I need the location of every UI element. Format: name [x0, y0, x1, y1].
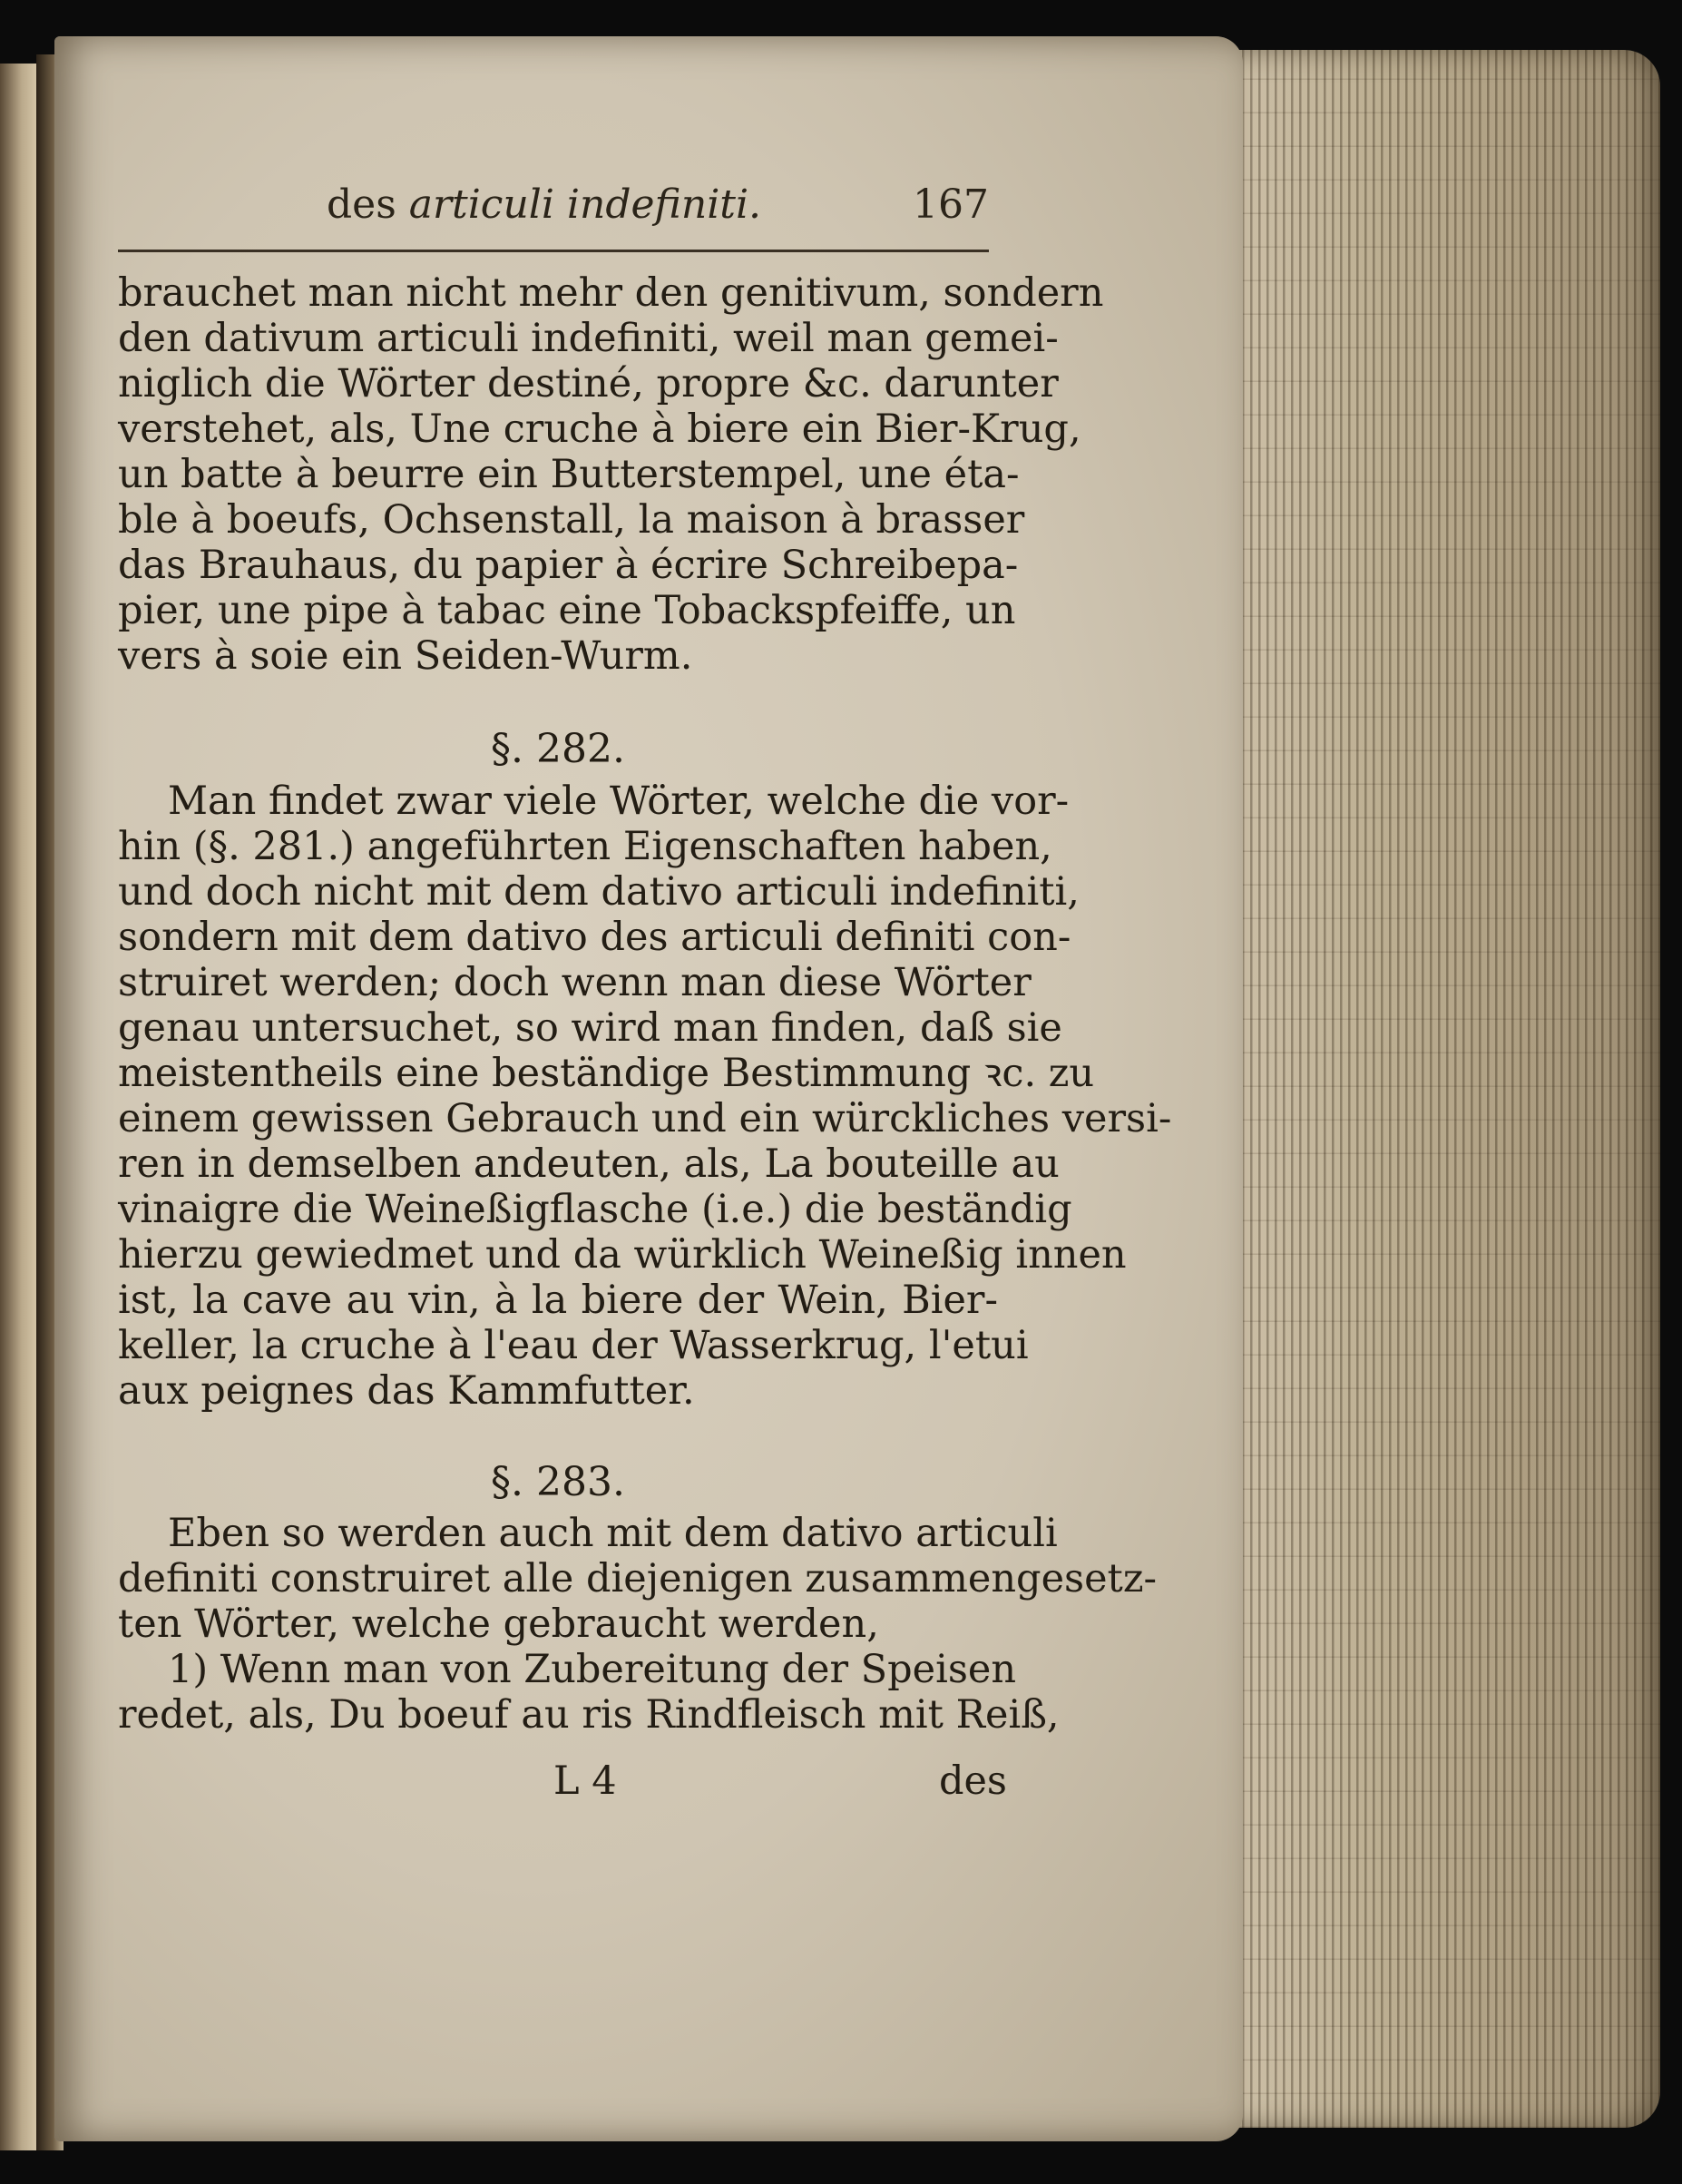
- text-line: pier, une pipe à tabac eine Tobackspfeiffe, un: [118, 588, 1016, 633]
- text-line: hin (§. 281.) angeführten Eigenschaften haben,: [118, 824, 1052, 869]
- text-line: aux peignes das Kammfutter.: [118, 1368, 695, 1414]
- text-line: 1) Wenn man von Zubereitung der Speisen: [168, 1647, 1017, 1692]
- paragraph-continuation: [118, 270, 1104, 679]
- text-line: ble à boeufs, Ochsenstall, la maison à brasser: [118, 497, 1025, 543]
- text-line: einem gewissen Gebrauch und ein würckliches versi-: [118, 1096, 1172, 1141]
- text-line: den dativum articuli indefiniti, weil man gemei-: [118, 316, 1059, 361]
- text-line: brauchet man nicht mehr den genitivum, sondern: [118, 270, 1104, 316]
- page-header: [327, 181, 989, 245]
- text-line: das Brauhaus, du papier à écrire Schreibepa-: [118, 543, 1019, 588]
- text-line: sondern mit dem dativo des articuli definiti con-: [118, 915, 1071, 960]
- text-line: un batte à beurre ein Butterstempel, une éta-: [118, 452, 1020, 497]
- text-line: redet, als, Du boeuf au ris Rindfleisch mit Reiß,: [118, 1692, 1060, 1738]
- text-line: struiret werden; doch wenn man diese Wörter: [118, 960, 1032, 1005]
- text-line: hierzu gewiedmet und da würklich Weineßig innen: [118, 1232, 1127, 1278]
- text-line: keller, la cruche à l'eau der Wasserkrug, l'etui: [118, 1323, 1029, 1368]
- text-line: ren in demselben andeuten, als, La bouteille au: [118, 1141, 1060, 1187]
- text-line: verstehet, als, Une cruche à biere ein Bier-Krug,: [118, 406, 1081, 452]
- catchword: des: [938, 1758, 1007, 1804]
- page-block-edges: [1234, 50, 1660, 2128]
- section-283-body: [118, 1511, 1158, 1738]
- text-line: und doch nicht mit dem dativo articuli indefiniti,: [118, 869, 1080, 915]
- page-number: 167: [913, 181, 989, 228]
- text-line: Eben so werden auch mit dem dativo articuli: [168, 1511, 1058, 1556]
- running-head: des articuli indefiniti.: [327, 181, 762, 228]
- text-line: ist, la cave au vin, à la biere der Wein, Bier-: [118, 1278, 998, 1323]
- text-line: vinaigre die Weineßigflasche (i.e.) die beständig: [118, 1187, 1072, 1232]
- text-line: genau untersuchet, so wird man finden, daß sie: [118, 1005, 1062, 1051]
- section-heading-283: §. 283.: [491, 1459, 625, 1505]
- text-line: meistentheils eine beständige Bestimmung ꝛc. zu: [118, 1051, 1095, 1096]
- signature-mark: L 4: [553, 1758, 617, 1804]
- text-line: ten Wörter, welche gebraucht werden,: [118, 1601, 879, 1647]
- section-heading-282: §. 282.: [491, 726, 625, 772]
- page-footer: [118, 1758, 1007, 1808]
- text-line: definiti construiret alle diejenigen zusammengesetz-: [118, 1556, 1158, 1601]
- section-282-body: [118, 779, 1172, 1414]
- text-line: vers à soie ein Seiden-Wurm.: [118, 633, 693, 679]
- header-rule: [118, 250, 989, 252]
- text-line: Man findet zwar viele Wörter, welche die vor-: [168, 779, 1070, 824]
- text-line: niglich die Wörter destiné, propre &c. darunter: [118, 361, 1059, 406]
